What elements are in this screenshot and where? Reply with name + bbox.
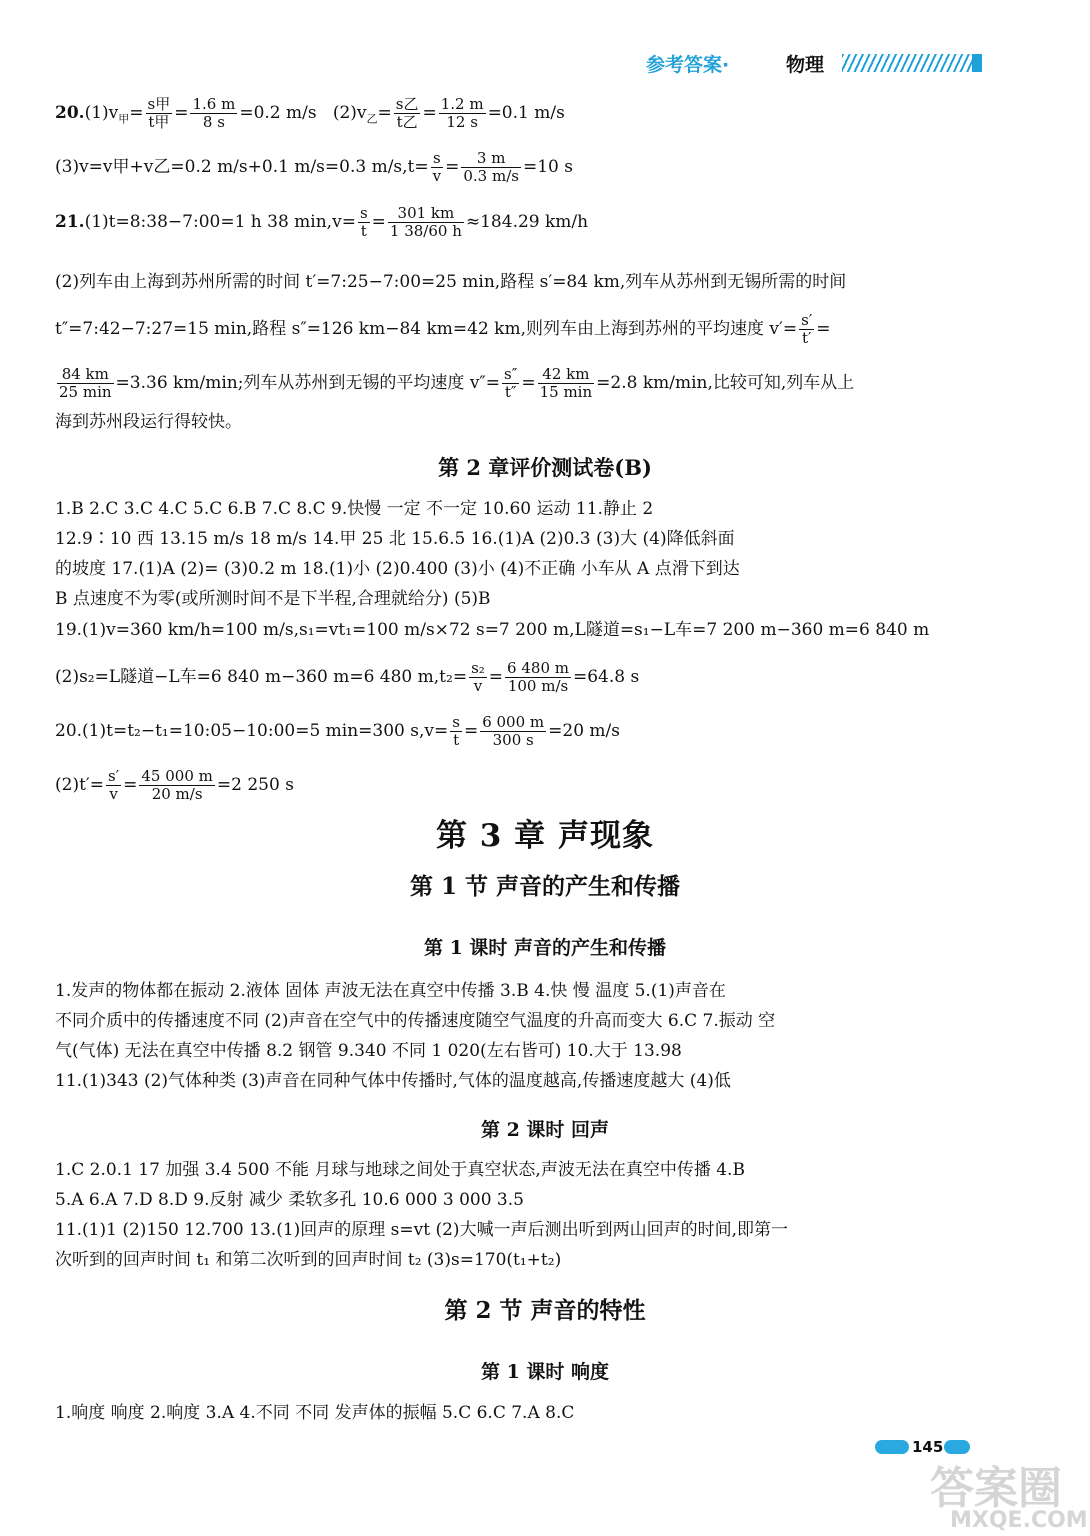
fraction: $\frac{1.6 m}{8 s}$ (192, 95, 236, 131)
answer-line: 1.C 2.0.1 17 加强 3.4 500 不能 月球与地球之间处于真空状态,声波无法在真空中传播 4.B (55, 1160, 745, 1180)
fraction: $\frac{1.2 m}{12 s}$ (440, 95, 484, 131)
answer-line: 1.发声的物体都在振动 2.液体 固体 声波无法在真空中传播 3.B 4.快 慢 温度 5.(1)声音在 (55, 981, 726, 1001)
answer-line: 不同介质中的传播速度不同 (2)声音在空气中的传播速度随空气温度的升高而变大 6.C 7.振动 空 (55, 1011, 776, 1031)
fraction: $\frac{s'}{v}$ (108, 767, 120, 803)
section-title: 第 2 节 声音的特性 (444, 1297, 646, 1324)
answer-line: 海到苏州段运行得较快。 (55, 412, 242, 432)
fraction: $\frac{s}{v}$ (432, 149, 442, 185)
header-title: 参考答案· (646, 54, 730, 76)
answer-line: 19.(1)v=360 km/h=100 m/s,s₁=vt₁=100 m/s×72 s=7 200 m,L隧道=s₁−L车=7 200 m−360 m=6 840 m (55, 620, 930, 640)
answer-line: 的坡度 17.(1)A (2)= (3)0.2 m 18.(1)小 (2)0.400 (3)小 (4)不正确 小车从 A 点滑下到达 (55, 559, 740, 579)
answer-line: 11.(1)1 (2)150 12.700 13.(1)回声的原理 s=vt (2)大喊一声后测出听到两山回声的时间,即第一 (55, 1220, 788, 1240)
page-number: 145 (912, 1438, 944, 1456)
section-title: 第 1 节 声音的产生和传播 (409, 873, 681, 900)
answer-line: B 点速度不为零(或所测时间不是下半程,合理就给分) (5)B (55, 589, 491, 609)
watermark-logo (900, 1452, 1088, 1534)
answer-line: 20.(1)t=t₂−t₁=10:05−10:00=5 min=300 s,v= $\frac{s}{t}$ = $\frac{6 000 m}{300 s}$ =20 m/s (55, 713, 620, 749)
fraction: $\frac{s}{t}$ (452, 713, 460, 749)
answer-line: (2)t′= $\frac{s'}{v}$ = $\frac{45 000 m}{20 m/s}$ =2 250 s (55, 767, 294, 803)
watermark-url: MXQE.COM (950, 1508, 1088, 1533)
header-stripe-decoration (842, 54, 972, 72)
header-block-decoration (972, 54, 982, 72)
watermark-text: 答案圈 (930, 1463, 1062, 1514)
fraction: $\frac{6 480 m}{100 m/s}$ (507, 659, 569, 695)
fraction: $\frac{s}{t}$ (359, 204, 368, 240)
answer-line: 21.(1)t=8:38−7:00=1 h 38 min,v= $\frac{s}{t}$ = $\frac{301 km}{1 38/60 h}$ ≈184.29 km/h (55, 204, 589, 240)
lesson-title: 第 1 课时 响度 (480, 1361, 610, 1383)
answer-line: $\frac{84 km}{25 \min}$ =3.36 km/min;列车从苏州到无锡的平均速度 v″= $\frac{s''}{t''}$ = $\frac{42 km}{15 \min}$ =2.8 km/min,比较可知,列车从上 (59, 365, 855, 401)
answer-line: (2)列车由上海到苏州所需的时间 t′=7:25−7:00=25 min,路程 s′=84 km,列车从苏州到无锡所需的时间 (55, 272, 847, 292)
lesson-title: 第 1 课时 声音的产生和传播 (423, 937, 667, 959)
answer-line: 5.A 6.A 7.D 8.D 9.反射 减少 柔软多孔 10.6 000 3 000 3.5 (55, 1190, 524, 1210)
fraction: $\frac{s'}{t'}$ (801, 311, 813, 347)
answer-line: (3)v=v甲+v乙=0.2 m/s+0.1 m/s=0.3 m/s,t= $\frac{s}{v}$ = $\frac{3 m}{0.3 m/s}$ =10 s (55, 149, 573, 185)
answer-line: t″=7:42−7:27=15 min,路程 s″=126 km−84 km=42 km,则列车由上海到苏州的平均速度 v′= $\frac{s'}{t'}$ = (55, 311, 831, 347)
answer-line: 1.响度 响度 2.响度 3.A 4.不同 不同 发声体的振幅 5.C 6.C 7.A 8.C (55, 1403, 575, 1423)
fraction: $\frac{\text{s₂}}{v}$ (471, 659, 485, 695)
answer-line: 气(气体) 无法在真空中传播 8.2 钢管 9.340 不同 1 020(左右皆可) 10.大于 13.98 (55, 1041, 682, 1061)
fraction: $\frac{6 000 m}{300 s}$ (482, 713, 545, 749)
running-header (646, 50, 986, 76)
fraction: $\frac{42 km}{15 \min}$ (539, 365, 593, 401)
fraction: $\frac{\text{s甲}}{\text{t甲}}$ (147, 95, 171, 131)
fraction: $\frac{45 000 m}{20 m/s}$ (141, 767, 213, 803)
header-subject: 物理 (786, 54, 825, 76)
answer-line: 1.B 2.C 3.C 4.C 5.C 6.B 7.C 8.C 9.快慢 一定 不一定 10.60 运动 11.静止 2 (55, 499, 654, 519)
fraction: $\frac{3 m}{0.3 m/s}$ (463, 149, 519, 185)
fraction: $\frac{s''}{t''}$ (504, 365, 518, 401)
fraction: $\frac{84 km}{25 \min}$ (59, 365, 112, 401)
test-title: 第 2 章评价测试卷(B) (438, 455, 652, 480)
answer-line: 12.9∶10 西 13.15 m/s 18 m/s 14.甲 25 北 15.6.5 16.(1)A (2)0.3 (3)大 (4)降低斜面 (55, 529, 735, 549)
answer-line: $20.(1)v_甲=$ $\frac{\text{s甲}}{\text{t甲}}$ = $\frac{1.6 m}{8 s}$ =0.2 m/s $(2)v_乙=$ $\frac{\text{s乙}}{\text{t乙}}$ = $\frac{1.2 m}{12 s}$ =0.1 m/s (55, 95, 565, 131)
fraction: $\frac{301 km}{1 38/60 h}$ (389, 204, 462, 240)
answer-line: 次听到的回声时间 t₁ 和第二次听到的回声时间 t₂ (3)s=170(t₁+t₂) (55, 1250, 562, 1270)
fraction: $\frac{\text{s乙}}{\text{t乙}}$ (395, 95, 419, 131)
chapter-title: 第 3 章 声现象 (436, 818, 654, 854)
answer-line: (2)s₂=L隧道−L车=6 840 m−360 m=6 480 m,t₂= $\frac{\text{s₂}}{v}$ = $\frac{6 480 m}{100 m/s}$ =64.8 s (55, 659, 640, 695)
lesson-title: 第 2 课时 回声 (480, 1119, 610, 1141)
answer-line: 11.(1)343 (2)气体种类 (3)声音在同种气体中传播时,气体的温度越高,传播速度越大 (4)低 (55, 1071, 731, 1091)
